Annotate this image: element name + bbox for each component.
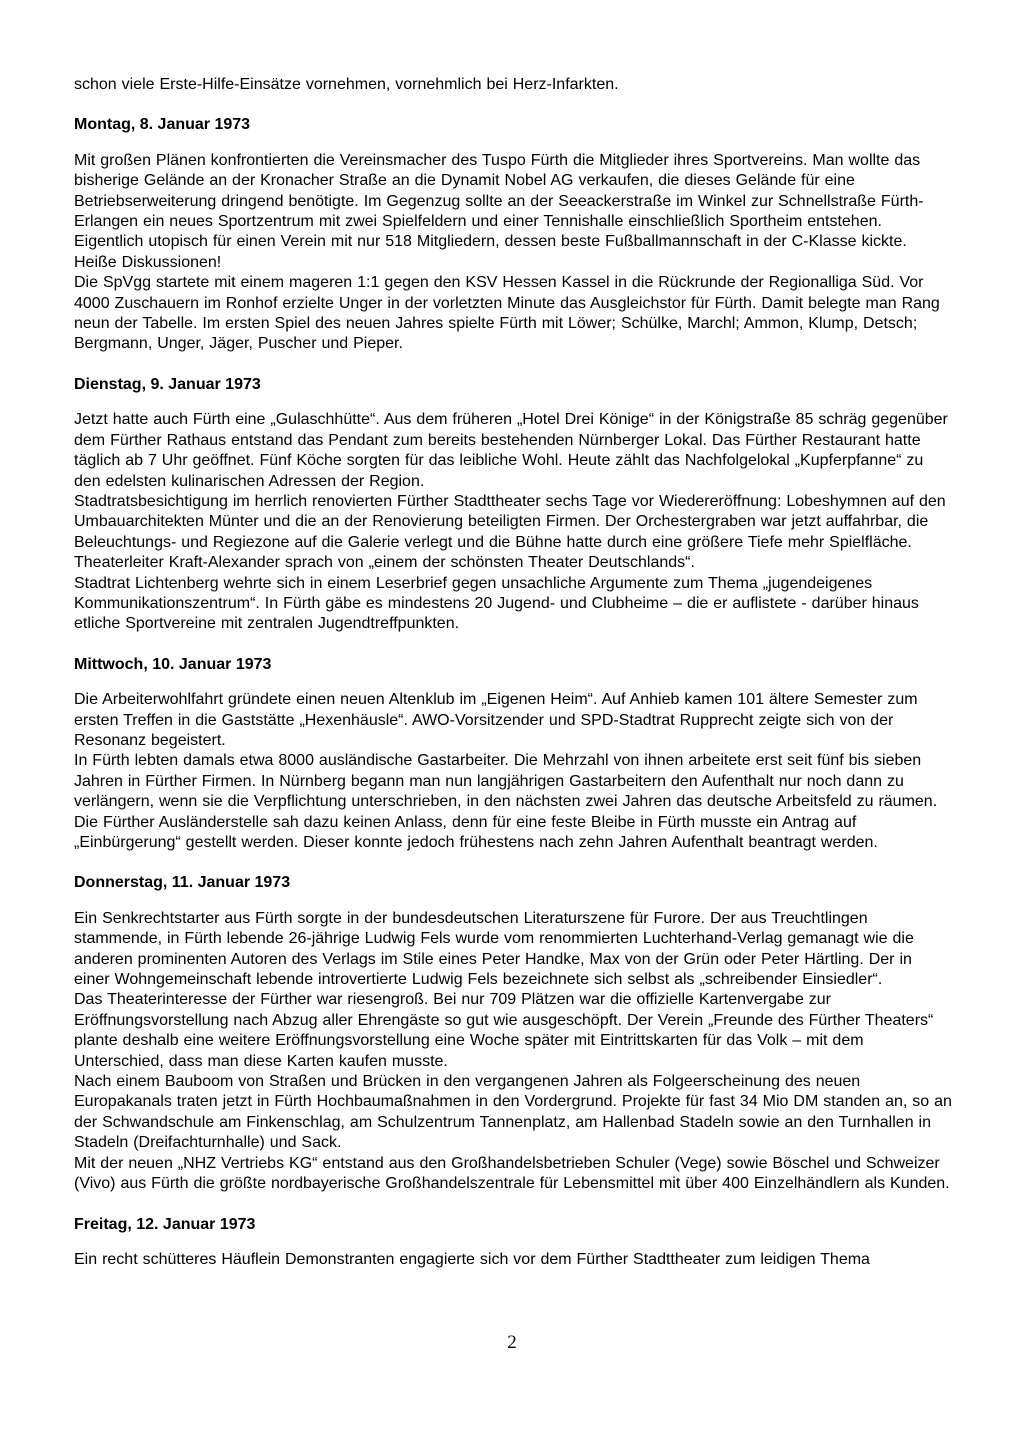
day-heading: Freitag, 12. Januar 1973 — [74, 1215, 256, 1233]
body-paragraph: Die Arbeiterwohlfahrt gründete einen neuen Altenklub im „Eigenen Heim“. Auf Anhieb kamen 101 ältere Semester zum ersten Treffen in die Gaststätte „Hexenhäusle“. AWO-Vorsitzender und SPD-Stadtrat Rupprecht zeigte sich von der Resonanz begeistert. — [74, 691, 918, 749]
body-paragraph: Die SpVgg startete mit einem mageren 1:1 gegen den KSV Hessen Kassel in die Rückrunde der Regionalliga Süd. Vor 4000 Zuschauern im Ronhof erzielte Unger in der vorletzten Minute das Ausgleichstor für Fürth. Damit belegte man Rang neun der Tabelle. Im ersten Spiel des neuen Jahres spielte Fürth mit Löwer; Schülke, Marchl; Ammon, Klump, Detsch; Bergmann, Unger, Jäger, Puscher und Pieper. — [74, 274, 940, 353]
day-heading: Montag, 8. Januar 1973 — [74, 116, 251, 134]
body-paragraph: Jetzt hatte auch Fürth eine „Gulaschhütte“. Aus dem früheren „Hotel Drei Könige“ in der Königstraße 85 schräg gegenüber dem Fürther Rathaus entstand das Pendant zum bereits bestehenden Nürnberger Lokal. Das Fürther Restaurant hatte täglich ab 7 Uhr geöffnet. Fünf Köche sorgten für das leibliche Wohl. Heute zählt das Nachfolgelokal „Kupferpfanne“ zu den edelsten kulinarischen Adressen der Region. — [74, 411, 948, 490]
body-paragraph: Stadtratsbesichtigung im herrlich renovierten Fürther Stadttheater sechs Tage vor Wiedereröffnung: Lobeshymnen auf den Umbauarchitekten Münter und die an der Renovierung beteiligten Firmen. Der Orchestergraben war jetzt auffahrbar, die Beleuchtungs- und Regiezone auf die Galerie verlegt und die Bühne hatte durch eine größere Tiefe mehr Spielfläche. Theaterleiter Kraft-Alexander sprach von „einem der schönsten Theater Deutschlands“. — [74, 492, 946, 572]
day-paragraphs — [74, 690, 952, 853]
day-paragraphs — [74, 909, 952, 1195]
continuation-paragraph: schon viele Erste-Hilfe-Einsätze vornehmen, vornehmlich bei Herz-Infarkten. — [74, 76, 619, 93]
body-paragraph: Nach einem Bauboom von Straßen und Brücken in den vergangenen Jahren als Folgeerscheinung des neuen Europakanals traten jetzt in Fürth Hochbaumaßnahmen in den Vordergrund. Projekte für fast 34 Mio DM standen an, so an der Schwandschule am Finkenschlag, am Schulzentrum Tannenplatz, am Hallenbad Stadeln sowie an den Turnhallen in Stadeln (Dreifachturnhalle) und Sack. — [74, 1073, 952, 1152]
body-paragraph: In Fürth lebten damals etwa 8000 ausländische Gastarbeiter. Die Mehrzahl von ihnen arbeitete erst seit fünf bis sieben Jahren in Fürther Firmen. In Nürnberg begann man nun langjährigen Gastarbeitern den Aufenthalt nur noch dann zu verlängern, wenn sie die Verpflichtung unterschrieben, in den nächsten zwei Jahren das deutsche Arbeitsfeld zu räumen. Die Fürther Ausländerstelle sah dazu keinen Anlass, denn für eine feste Bleibe in Fürth musste ein Antrag auf „Einbürgerung“ gestellt werden. Dieser konnte jedoch frühestens nach zehn Jahren Aufenthalt beantragt werden. — [74, 752, 938, 851]
body-paragraph: Ein Senkrechtstarter aus Fürth sorgte in der bundesdeutschen Literaturszene für Furore. Der aus Treuchtlingen stammende, in Fürth lebende 26-jährige Ludwig Fels wurde vom renommierten Luchterhand-Verlag gemanagt wie die anderen prominenten Autoren des Verlags im Stile eines Peter Handke, Max von der Grün oder Peter Härtling. Der in einer Wohngemeinschaft lebende introvertierte Ludwig Fels bezeichnete sich selbst als „schreibender Einsiedler“. — [74, 909, 914, 989]
body-paragraph: Ein recht schütteres Häuflein Demonstranten engagierte sich vor dem Fürther Stadttheater zum leidigen Thema — [74, 1250, 870, 1268]
day-section — [74, 873, 952, 1194]
sections-container — [74, 115, 952, 1270]
day-heading: Donnerstag, 11. Januar 1973 — [74, 874, 291, 892]
day-paragraphs — [74, 410, 952, 634]
day-heading: Dienstag, 9. Januar 1973 — [74, 375, 261, 393]
document-content — [74, 75, 952, 1270]
day-heading: Mittwoch, 10. Januar 1973 — [74, 655, 272, 673]
day-section — [74, 115, 952, 354]
day-section — [74, 1215, 952, 1271]
day-paragraphs — [74, 151, 952, 355]
body-paragraph: Mit großen Plänen konfrontierten die Vereinsmacher des Tuspo Fürth die Mitglieder ihres Sportvereins. Man wollte das bisherige Gelände an der Kronacher Straße an die Dynamit Nobel AG verkaufen, die dieses Gelände für eine Betriebserweiterung dringend benötigte. Im Gegenzug sollte an der Seeackerstraße im Winkel zur Schnellstraße Fürth-Erlangen ein neues Sportzentrum mit zwei Spielfeldern und einer Tennishalle einschließlich Sportheim entstehen. Eigentlich utopisch für einen Verein mit nur 518 Mitgliedern, dessen beste Fußballmannschaft in der C-Klasse kickte. Heiße Diskussionen! — [74, 151, 924, 271]
page-number: 2 — [507, 1332, 517, 1353]
page-footer — [0, 1332, 1024, 1354]
body-paragraph: Das Theaterinteresse der Fürther war riesengroß. Bei nur 709 Plätzen war die offizielle Kartenvergabe zur Eröffnungsvorstellung nach Abzug aller Ehrengäste so gut wie ausgeschöpft. Der Verein „Freunde des Fürther Theaters“ plante deshalb eine weitere Eröffnungsvorstellung eine Woche später mit Eintrittskarten für das Volk – mit dem Unterschied, dass man diese Karten kaufen musste. — [74, 991, 934, 1070]
body-paragraph: Stadtrat Lichtenberg wehrte sich in einem Leserbrief gegen unsachliche Argumente zum Thema „jugendeigenes Kommunikationszentrum“. In Fürth gäbe es mindestens 20 Jugend- und Clubheime – die er auflistete - darüber hinaus etliche Sportvereine mit zentralen Jugendtreffpunkten. — [74, 574, 919, 633]
body-paragraph: Mit der neuen „NHZ Vertriebs KG“ entstand aus den Großhandelsbetrieben Schuler (Vege) sowie Böschel und Schweizer (Vivo) aus Fürth die größte nordbayerische Großhandelszentrale für Lebensmittel mit über 400 Einzelhändlern als Kunden. — [74, 1154, 950, 1193]
day-section — [74, 375, 952, 635]
day-section — [74, 655, 952, 854]
day-paragraphs — [74, 1250, 952, 1270]
